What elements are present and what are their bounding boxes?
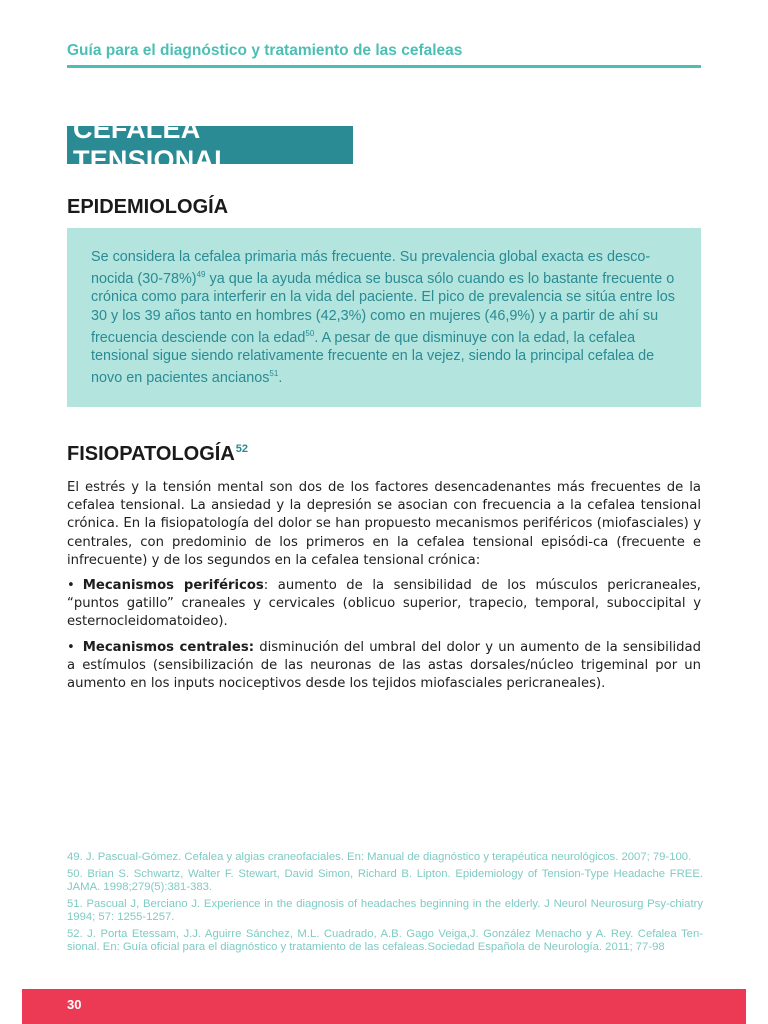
bullet-central — [67, 639, 701, 694]
epidemiology-text: Se considera la cefalea primaria más frecuente. Su prevalencia global exacta es desco-nocida $(30-78\%)^{49}$ ya que la ayuda médica se busca sólo cuando es lo bastante frecuente o crónica como para interferir en la vida del paciente. El pico de prevalencia se sitúa entre los 30 y los 39 años tanto en hombres (42,3%) como en mujeres (46,9%) y a partir de ahí su frecuencia desciende con la edad$^{50}$. A pesar de que disminuye con la edad, la cefalea tensional sigue siendo relativamente frecuente en la vejez, siendo la principal cefalea de novo en pacientes ancianos$^{51}$. — [91, 249, 675, 387]
ref-50: 50 — [305, 328, 315, 338]
bullet-marker: • — [67, 640, 75, 655]
epidemiology-panel — [67, 228, 701, 407]
reference-item: 49. J. Pascual-Gómez. Cefalea y algias craneofaciales. En: Manual de diagnóstico y terapéutica neurológicos. 2007; 79-100. — [67, 851, 692, 863]
ref-49: 49 — [196, 270, 206, 280]
bullet-text: disminución del umbral del dolor y un aumento de la sensibilidad a estímulos (sensibilización de las neuronas de las astas dorsales/núcleo trigeminal por un aumento en los inputs nociceptivos desde los tejidos miofasciales pericraneales). — [67, 640, 701, 692]
reference-item: 51. Pascual J, Berciano J. Experience in the diagnosis of headaches beginning in the elderly. J Neurol Neurosurg Psy-chiatry 1994; 57: 1255-1257. — [67, 898, 703, 923]
section-title: CEFALEA TENSIONAL — [73, 114, 231, 175]
bullet-text: : aumento de la sensibilidad de los músculos pericraneales, “puntos gatillo” craneales y cervicales (oblicuo superior, trapecio, temporal, suboccipital y esternocleidomatoideo). — [67, 578, 701, 630]
ref-52: 52 — [235, 443, 249, 455]
footer-bar — [22, 989, 746, 1024]
bullet-label: Mecanismos periféricos — [82, 578, 264, 593]
bullet-label: Mecanismos centrales: — [82, 640, 255, 655]
references-list — [67, 851, 703, 958]
page-number: 30 — [67, 997, 82, 1012]
bullet-marker: • — [67, 578, 75, 593]
ref-51: 51 — [269, 369, 279, 379]
pathophysiology-heading: FISIOPATOLOGÍA$^{52}$ — [67, 443, 249, 465]
running-header: Guía para el diagnóstico y tratamiento de las cefaleas — [67, 42, 463, 59]
pathophysiology-intro: El estrés y la tensión mental son dos de los factores desencadenantes más frecuentes de la cefalea tensional. La ansiedad y la depresión se asocian con frecuencia a la cefalea tensional crónica. En la fisiopatología del dolor se han propuesto mecanismos periféricos (miofasciales) y centrales, con predominio de los primeros en la cefalea tensional episódi-ca (frecuente e infrecuente) y de los segundos en la cefalea tensional crónica: — [67, 480, 701, 568]
section-title-box — [67, 114, 353, 175]
reference-item: 50. Brian S. Schwartz, Walter F. Stewart, David Simon, Richard B. Lipton. Epidemiology of Tension-Type Headache FREE. JAMA. 1998;279(5):381-383. — [67, 868, 703, 893]
bullet-peripheral — [67, 577, 701, 632]
reference-item: 52. J. Porta Etessam, J.J. Aguirre Sánchez, M.L. Cuadrado, A.B. Gago Veiga,J. González Menacho y A. Rey. Cefalea Ten-sional. En: Guía oficial para el diagnóstico y tratamiento de las cefaleas.Sociedad Española de Neurología. 2011; 77-98 — [67, 928, 703, 953]
header-divider — [67, 65, 701, 68]
epidemiology-heading: EPIDEMIOLOGÍA — [67, 196, 229, 218]
